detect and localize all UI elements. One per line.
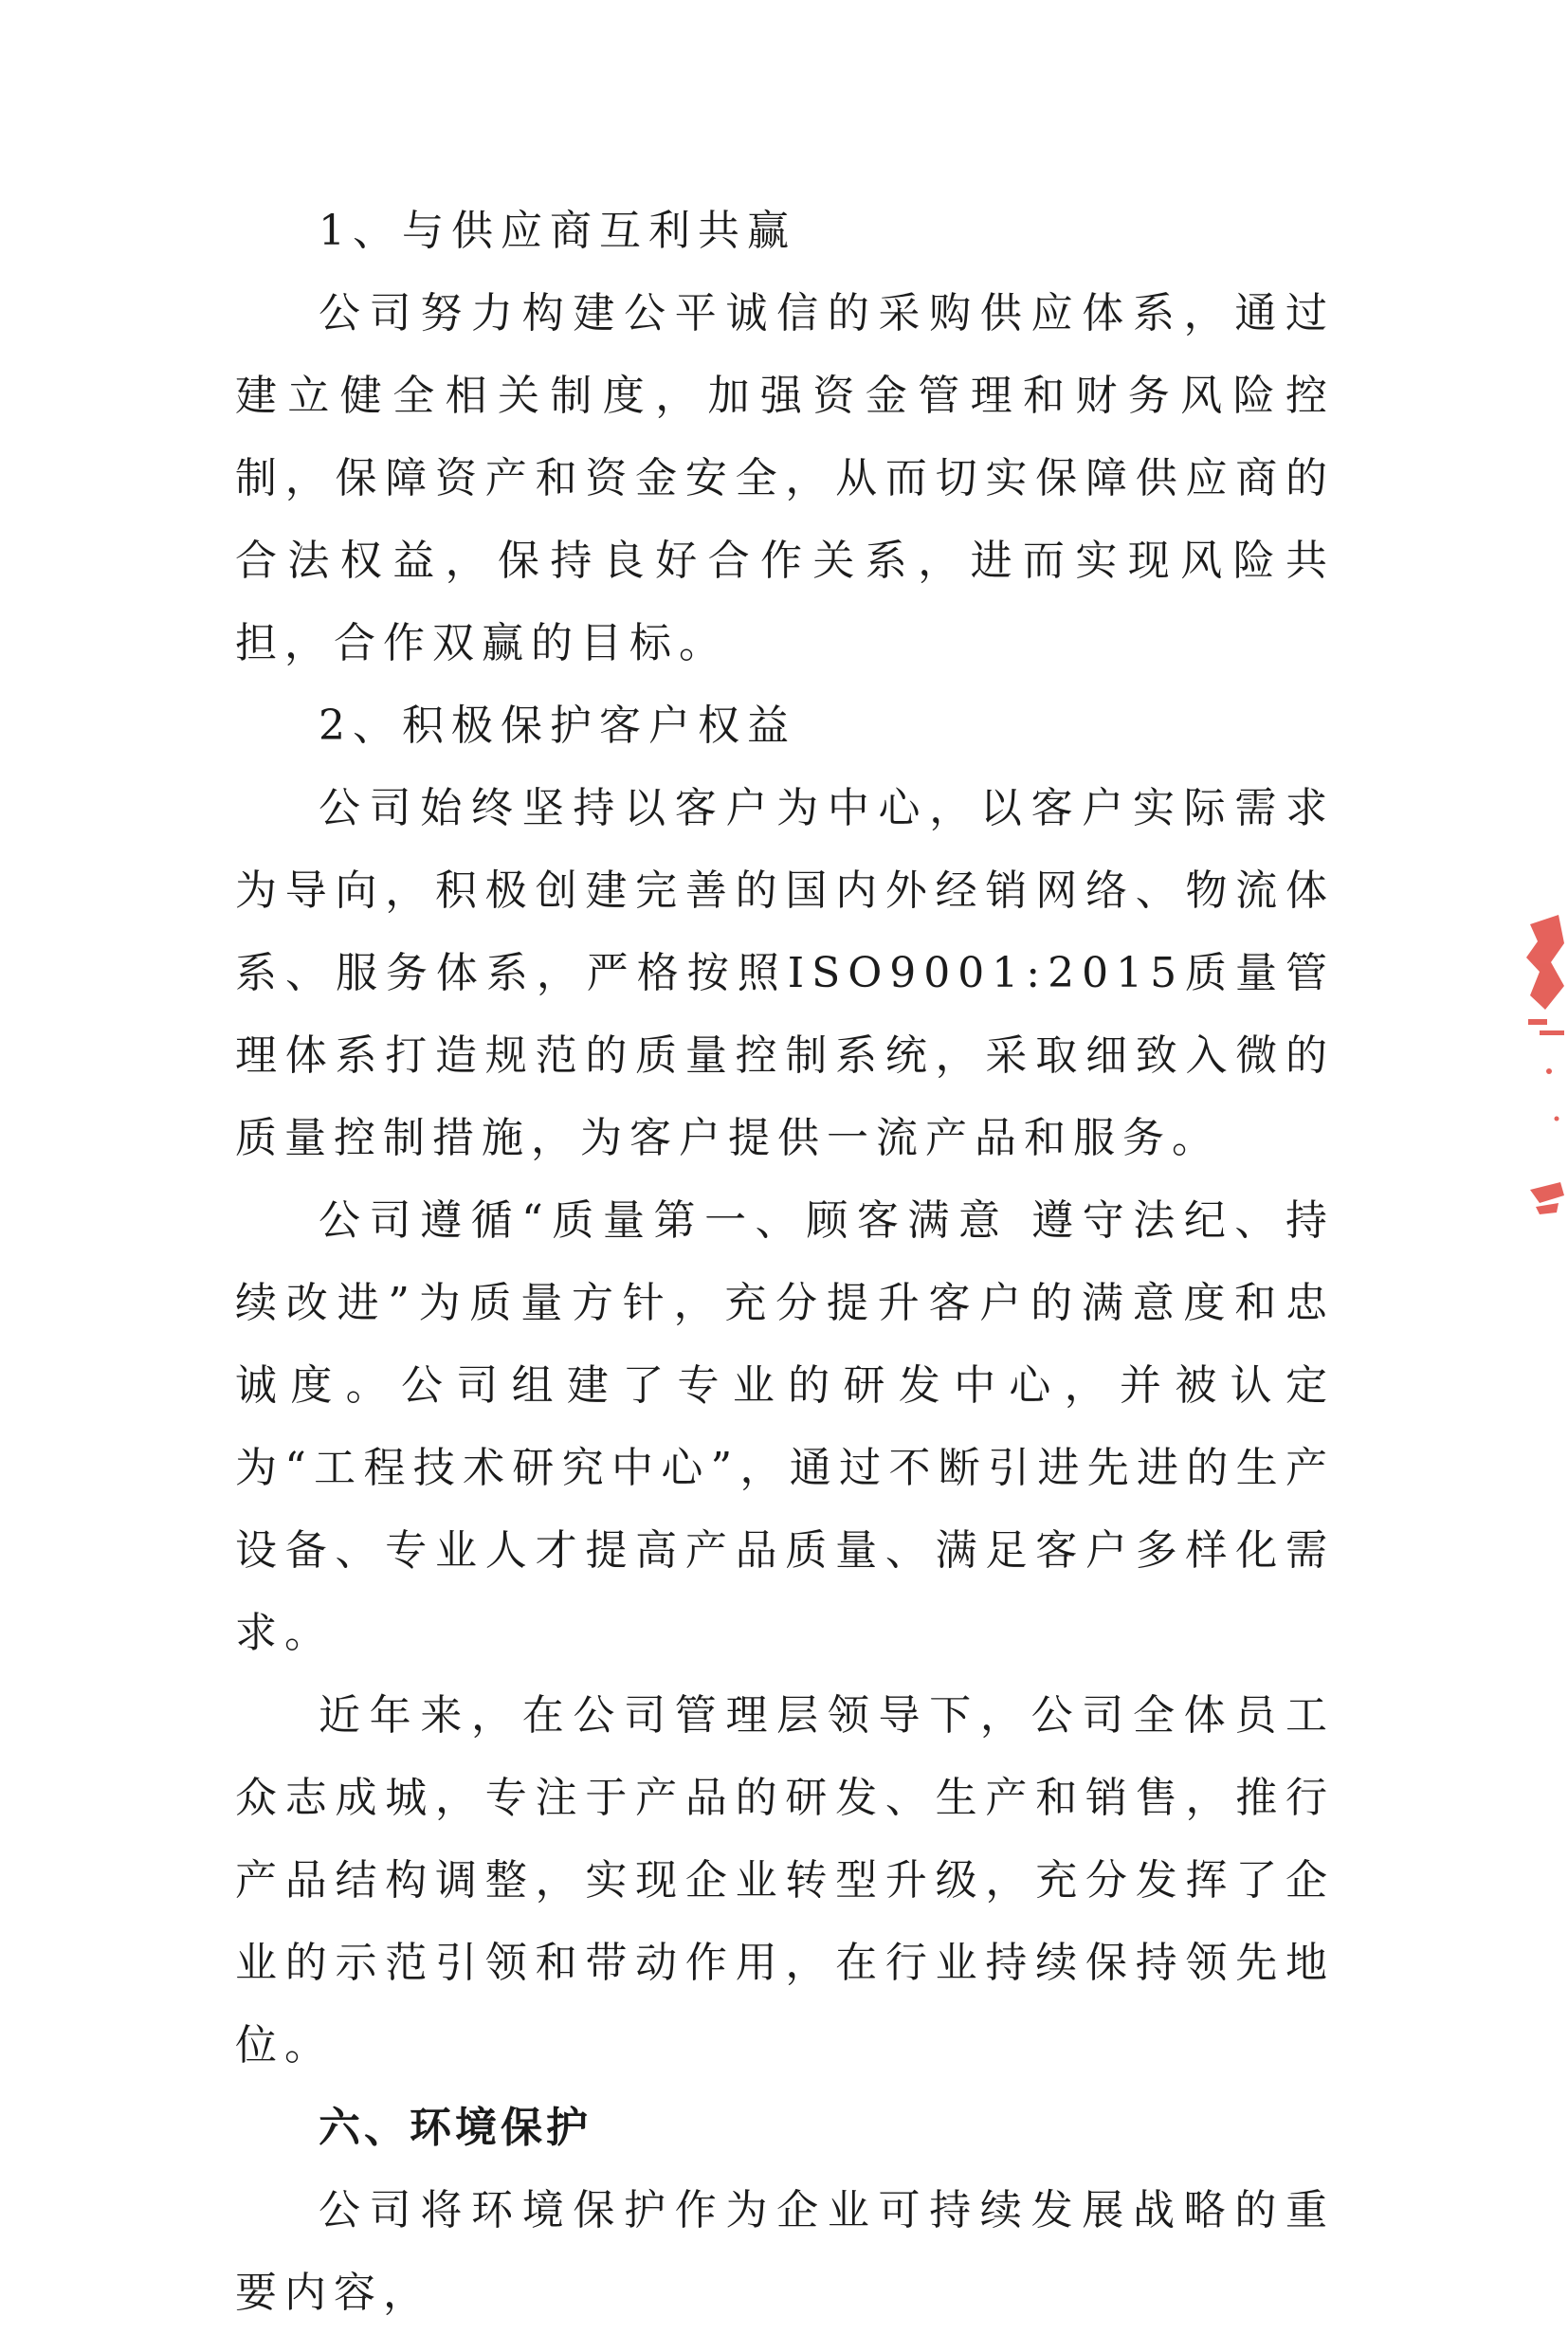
red-seal-fragment-icon (1502, 905, 1568, 1247)
section-heading-customer: 2、积极保护客户权益 (319, 702, 796, 750)
document-body (235, 190, 1335, 2334)
paragraph-environment: 公司将环境保护作为企业可持续发展战略的重要内容， (235, 2186, 1335, 2317)
paragraph-supplier: 公司努力构建公平诚信的采购供应体系，通过建立健全相关制度，加强资金管理和财务风险控制，保障资产和资金安全，从而切实保障供应商的合法权益，保持良好合作关系，进而实现风险共担，合作双赢的目标。 (235, 289, 1335, 667)
paragraph-customer-center: 公司始终坚持以客户为中心，以客户实际需求为导向，积极创建完善的国内外经销网络、物流体系、服务体系，严格按照ISO9001:2015质量管理体系打造规范的质量控制系统，采取细致入微的质量控制措施，为客户提供一流产品和服务。 (235, 784, 1335, 1162)
section-heading-environment: 六、环境保护 (319, 2104, 592, 2152)
paragraph-recent-years: 近年来，在公司管理层领导下，公司全体员工众志成城，专注于产品的研发、生产和销售，推行产品结构调整，实现企业转型升级，充分发挥了企业的示范引领和带动作用，在行业持续保持领先地位。 (235, 1691, 1335, 2070)
section-heading-supplier: 1、与供应商互利共赢 (319, 207, 796, 255)
paragraph-quality-policy: 公司遵循“质量第一、顾客满意 遵守法纪、持续改进”为质量方针，充分提升客户的满意度和忠诚度。公司组建了专业的研发中心，并被认定为“工程技术研究中心”，通过不断引进先进的生产设备、专业人才提高产品质量、满足客户多样化需求。 (235, 1196, 1335, 1657)
